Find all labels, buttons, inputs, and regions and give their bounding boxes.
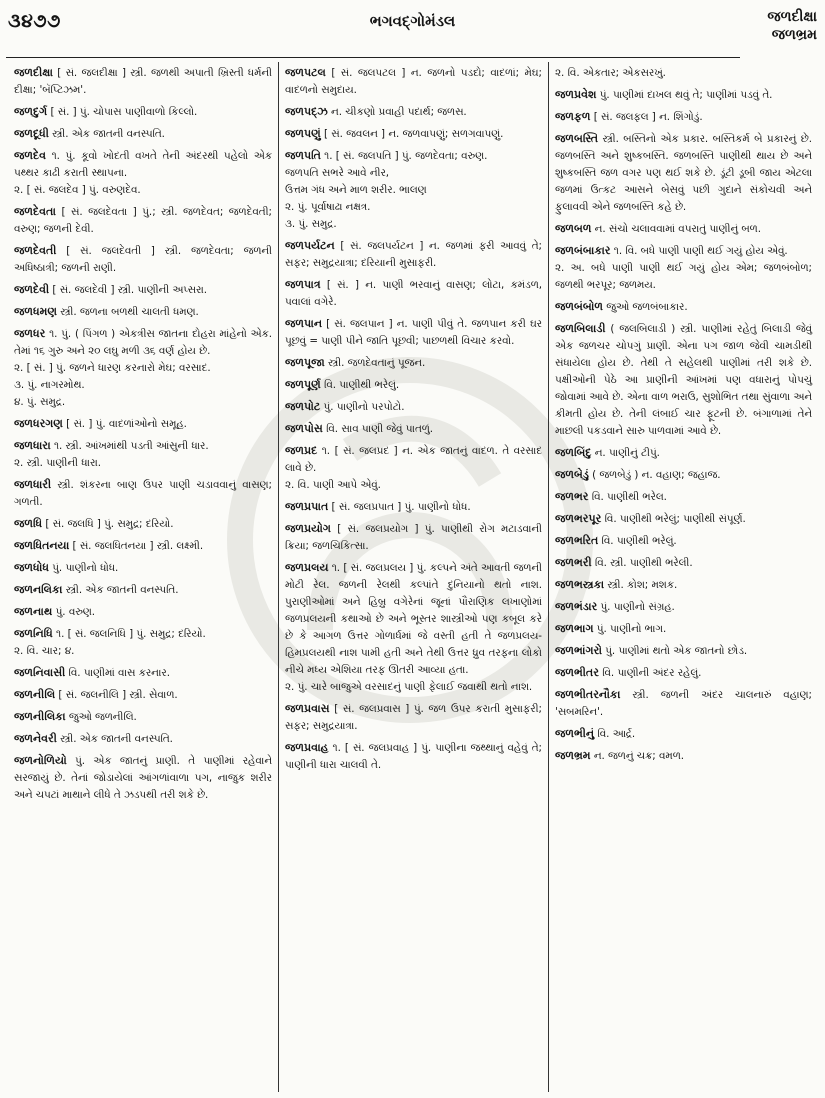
entry-headword: જળધારી xyxy=(14,478,52,491)
entry-definition: વિ. પાણીથી ભરેલ. xyxy=(588,491,667,503)
entry-definition: [ સં. જલપાન ] ન. પાણી પીવું તે. જળપાન કરી ઘર પૂછવું = પાણી પીને જાતિ પૂછવી; પાછળથી વિચાર કરવો. xyxy=(285,318,542,347)
entry-definition: પું. એક જાતનું પ્રાણી. તે પાણીમાં રહેવાને સરજાયું છે. તેનાં જોડાયેલાં આંગળાંવાળા પગ, નાજુક શરીર અને ચપટાં માથાને લીધે તે ઝડપથી તરી શકે છે. xyxy=(14,755,272,801)
entry-definition: [ સં. ] પું. ચોપાસ પાણીવાળો કિલ્લો. xyxy=(47,106,198,118)
entry-headword: જળબસ્તિ xyxy=(555,132,599,145)
entry-headword: જળદુર્ગ xyxy=(14,105,48,118)
dictionary-entry xyxy=(285,559,542,696)
dictionary-entry xyxy=(14,625,272,660)
dictionary-entry xyxy=(555,130,812,216)
dictionary-entry xyxy=(555,242,812,294)
entry-definition: ન. ચીકણો પ્રવાહી પદાર્થ; જળસ. xyxy=(327,106,467,118)
entry-definition: વિ. પાણીથી ભરેલું; પાણીથી સંપૂર્ણ. xyxy=(601,513,746,525)
dictionary-entry xyxy=(555,620,812,638)
dictionary-entry xyxy=(14,752,272,804)
dictionary-entry xyxy=(14,325,272,411)
column-2 xyxy=(278,62,548,1092)
entry-definition: વિ. પાણીની અંદર રહેલું. xyxy=(598,667,702,679)
entry-headword: જળભીતરનૌકા xyxy=(555,688,621,701)
entry-headword: જળભરી xyxy=(555,556,592,569)
entry-headword: જળપાત્ર xyxy=(285,278,321,291)
dictionary-entry xyxy=(555,108,812,126)
entry-headword: જળનેવરી xyxy=(14,732,57,745)
entry-definition: પું. પાણીનો ભાગ. xyxy=(593,623,667,635)
dictionary-entry xyxy=(555,598,812,616)
column-3 xyxy=(548,62,818,1092)
entry-definition: [ સં. જલપ્રયોગ ] પું. પાણીથી રોગ મટાડવાની ક્રિયા; જળચિકિત્સા. xyxy=(285,523,542,552)
dictionary-entry xyxy=(285,354,542,372)
dictionary-entry xyxy=(14,281,272,299)
dictionary-entry xyxy=(555,320,812,440)
entry-headword: જળફળ xyxy=(555,110,591,123)
entry-definition: સ્ત્રી. જળદેવતાનું પૂજન. xyxy=(324,357,426,369)
dictionary-columns xyxy=(8,62,820,1092)
entry-definition: [ સં. જલપ્રપાત ] પું. પાણીનો ધોધ. xyxy=(328,501,471,513)
page-number: ૩૪૭૭ xyxy=(8,10,61,32)
entry-definition: [ સં. જલધિતનયા ] સ્ત્રી. લક્ષ્મી. xyxy=(69,540,204,552)
entry-headword: જળપૂજા xyxy=(285,356,325,369)
dictionary-entry xyxy=(14,437,272,472)
entry-definition: વિ. પાણીથી ભરેલું. xyxy=(598,535,677,547)
entry-definition: સ્ત્રી. એક જાતની વનસ્પતિ. xyxy=(48,128,165,140)
entry-headword: જળભંડાર xyxy=(555,600,598,613)
dictionary-entry xyxy=(555,466,812,484)
entry-definition: [ સં. જલદીક્ષા ] સ્ત્રી. જળથી અપાતી ખ્રિસ્તી ધર્મની દીક્ષા; 'બૅપ્ટિઝમ'. xyxy=(14,67,272,96)
entry-headword: જળનીલિકા xyxy=(14,710,66,723)
entry-definition: [ સં. જલપર્યટન ] ન. જળમાં ફરી આવવું તે; સફર; સમુદ્રયાત્રા; દરિયાની મુસાફરી. xyxy=(285,240,542,269)
entry-definition: સ્ત્રી. એક જાતની વનસ્પતિ. xyxy=(62,584,179,596)
dictionary-entry xyxy=(555,664,812,682)
entry-definition: [ સં. જલપટલ ] ન. જળનો પડદો; વાદળાં; મેઘ; વાદળનો સમુદાય. xyxy=(285,67,542,96)
entry-headword: જળપતિ xyxy=(285,149,321,162)
dictionary-entry xyxy=(285,147,542,233)
entry-definition: ૧. [ સં. જલપ્રલય ] પું. કલ્પને અંતે આવતી જળની મોટી રેલ. જળની રેલથી કલ્પાંતે દુનિયાનો થતો નાશ. પુરાણીઓમાં અને હિબ્રુ વગેરેનાં જૂનાં પૌરાણિક લખાણોમાં જળપ્રલયની કથાઓ છે અને ભૂસ્તર શાસ્ત્રીઓ પણ કબૂલ કરે છે કે આગળ ઉત્તર ગોળાર્ધમાં જે વસ્તી હતી તે જળપ્રલય-હિમપ્રલયથી નાશ પામી હતી અને તેથી ઉત્તર ધ્રુવ તરફના લોકો નીચે મધ્ય એશિયા તરફ ઊતરી આવ્યા હતા. ૨. પું. ચારે બાજુએ વરસાદનું પાણી ફેલાઈ જવાથી થતો નાશ. xyxy=(285,562,542,693)
entry-headword: જળબિલાડી xyxy=(555,322,606,335)
entry-headword: જળપોટ xyxy=(285,400,321,413)
dictionary-entry xyxy=(555,220,812,238)
entry-headword: જળદેવતા xyxy=(14,205,56,218)
entry-headword: જળપ્રયોગ xyxy=(285,522,331,535)
entry-definition: જુઓ જળનીલિ. xyxy=(65,711,137,723)
entry-headword: જળનિધિ xyxy=(14,627,53,640)
entry-headword: જળપટલ xyxy=(285,66,326,79)
guide-words xyxy=(767,8,817,44)
entry-definition: ૧. [ સં. જલપ્રદ ] ન. એક જાતનું વાદળ. તે વરસાદ લાવે છે. ૨. વિ. પાણી આપે એવું. xyxy=(285,445,542,491)
entry-headword: જળનોળિયો xyxy=(14,754,67,767)
dictionary-entry xyxy=(285,237,542,272)
entry-headword: જળપ્રવેશ xyxy=(555,88,597,101)
entry-definition: પું. વરુણ. xyxy=(52,606,96,618)
entry-definition: ન. પાણીનું ટીપું. xyxy=(591,447,660,459)
entry-definition: સ્ત્રી. કોશ; મશક. xyxy=(604,579,678,591)
entry-headword: જળભર xyxy=(555,490,589,503)
dictionary-entry xyxy=(285,125,542,143)
entry-headword: જળબિંદુ xyxy=(555,446,592,459)
entry-headword: જળદૂધી xyxy=(14,127,49,140)
dictionary-entry xyxy=(14,581,272,599)
entry-definition: [ સં. જલદેવતા ] પું.; સ્ત્રી. જળદેવત; જળદેવતી; વરુણ; જળની દેવી. xyxy=(14,206,272,235)
entry-definition: પું. પાણીનો સંગ્રહ. xyxy=(597,601,675,613)
dictionary-entry xyxy=(14,686,272,704)
entry-headword: જળબંબોળ xyxy=(555,300,603,313)
entry-definition: સ્ત્રી. શંકરના બાણ ઉપર પાણી ચડાવવાનું વાસણ; ગળતી. xyxy=(14,479,272,508)
dictionary-entry xyxy=(14,303,272,321)
entry-headword: જળભીનું xyxy=(555,727,595,740)
entry-definition: ( જલબિલાડી ) સ્ત્રી. પાણીમાં રહેતું બિલાડી જેવું એક જળચર ચોપગું પ્રાણી. એના પગ જાળ જેવી ચામડીથી સંધાયેલા હોય છે. તેથી તે સહેલથી પાણીમાં તરી શકે છે. પક્ષીઓની પેઠે આ પ્રાણીની આંખમાં પણ વધારાનું પોપચું જોવામાં આવે છે. એના વાળ ભરાઉ, સુશોભિત તથા સુંવાળા અને કીમતી હોય છે. તેની લંબાઈ ચાર ફૂટની છે. બંગાળામાં તેને માછલી પકડવાને સારુ પાળવામાં આવે છે. xyxy=(555,323,812,437)
dictionary-entry xyxy=(555,686,812,721)
dictionary-entry xyxy=(555,747,812,765)
entry-headword: જળપોસ xyxy=(285,422,323,435)
entry-headword: જળદેવી xyxy=(14,283,50,296)
entry-headword: જળભ્રમ xyxy=(555,749,591,762)
entry-definition: [ સં. જલદેવી ] સ્ત્રી. પાણીની અપ્સરા. xyxy=(49,284,208,296)
entry-headword: જળપ્રપાત xyxy=(285,500,329,513)
dictionary-entry xyxy=(285,376,542,394)
entry-headword: જળપણું xyxy=(285,127,321,140)
entry-definition: સ્ત્રી. એક જાતની વનસ્પતિ. xyxy=(56,733,173,745)
entry-headword: જળપર્યટન xyxy=(285,239,335,252)
dictionary-entry xyxy=(555,642,812,660)
entry-definition: વિ. સ્ત્રી. પાણીથી ભરેલી. xyxy=(591,557,693,569)
entry-headword: જળભીતર xyxy=(555,666,599,679)
entry-headword: જળદેવ xyxy=(14,149,46,162)
entry-definition: વિ. આર્દ્ર. xyxy=(594,728,636,740)
dictionary-entry xyxy=(555,576,812,594)
dictionary-entry xyxy=(555,532,812,550)
dictionary-entry xyxy=(555,725,812,743)
entry-definition: સ્ત્રી. જળની અંદર ચાલનારું વહાણ; 'સબમરિન'. xyxy=(555,689,812,718)
dictionary-entry xyxy=(285,398,542,416)
entry-definition: [ સં. જલફલ ] ન. શિંગોડું. xyxy=(590,111,703,123)
entry-definition: વિ. સાવ પાણી જેવું પાતળું. xyxy=(322,423,434,435)
entry-definition: ૨. વિ. એકતાર; એકસરખું. xyxy=(555,67,666,79)
entry-headword: જળબેડું xyxy=(555,468,589,481)
entry-headword: જળભસ્ત્રકા xyxy=(555,578,605,591)
entry-headword: જળનાથ xyxy=(14,605,53,618)
entry-definition: વિ. પાણીમાં વાસ કરનાર. xyxy=(65,667,170,679)
entry-headword: જળપાન xyxy=(285,317,323,330)
dictionary-entry xyxy=(555,488,812,506)
entry-definition: ૧. સ્ત્રી. આંખમાંથી પડતી આંસુની ધાર. ૨. સ્ત્રી. પાણીની ધારા. xyxy=(14,440,209,469)
entry-definition: ન. સંચો ચલાવવામાં વપરાતું પાણીનું બળ. xyxy=(591,223,761,235)
entry-headword: જળધર xyxy=(14,327,46,340)
entry-headword: જળનિવાસી xyxy=(14,666,66,679)
dictionary-entry xyxy=(14,708,272,726)
dictionary-entry xyxy=(14,147,272,199)
dictionary-entry xyxy=(555,298,812,316)
entry-definition: ૧. [ સં. જલનિધિ ] પું. સમુદ્ર; દરિયો. ૨. વિ. ચાર; ૪. xyxy=(14,628,206,657)
page-header xyxy=(0,0,825,62)
entry-headword: જળપ્રવાસ xyxy=(285,702,330,715)
entry-headword: જળપ્રવાહ xyxy=(285,741,329,754)
entry-headword: જળપ્રદ xyxy=(285,444,318,457)
dictionary-entry xyxy=(285,520,542,555)
header-divider xyxy=(6,57,740,58)
entry-headword: જળધારા xyxy=(14,439,51,452)
entry-definition: [ સં. જલનીલિ ] સ્ત્રી. સેવાળ. xyxy=(55,689,178,701)
entry-definition: પું. પાણીનો ધોધ. xyxy=(48,562,119,574)
entry-definition: ૧. પું. ( પિંગળ ) એકત્રીસ જાતના દોહરા માંહેનો એક. તેમાં ૧૬ ગુરુ અને ૨૦ લઘુ મળી ૩૬ વર્ણ હોય છે. ૨. [ સં. ] પું. જળને ધારણ કરનારો મેઘ; વરસાદ. ૩. પું. નાગરમોથ. ૪. પું. સમુદ્ર. xyxy=(14,328,272,408)
entry-definition: [ સં. ] પું. વાદળાંઓનો સમૂહ. xyxy=(62,418,187,430)
entry-headword: જળભરપૂર xyxy=(555,512,602,525)
entry-definition: ( જળબેડું ) ન. વહાણ; જહાજ. xyxy=(588,469,721,481)
entry-headword: જળધિતનયા xyxy=(14,539,70,552)
column-1 xyxy=(8,62,278,1092)
dictionary-entry xyxy=(285,64,542,99)
book-title: ભગવદ્ગોમંડલ xyxy=(369,12,456,30)
dictionary-entry xyxy=(285,498,542,516)
dictionary-entry xyxy=(14,415,272,433)
dictionary-entry xyxy=(14,203,272,238)
entry-headword: જળભાંગરો xyxy=(555,644,602,657)
entry-headword: જળબળ xyxy=(555,222,592,235)
dictionary-entry xyxy=(285,315,542,350)
entry-headword: જળનીલિ xyxy=(14,688,56,701)
dictionary-entry xyxy=(14,664,272,682)
entry-headword: જળધિ xyxy=(14,517,43,530)
entry-definition: પું. પાણીમાં દાખલ થવું તે; પાણીમાં પડવું તે. xyxy=(596,89,773,101)
dictionary-entry xyxy=(285,420,542,438)
dictionary-entry xyxy=(285,103,542,121)
entry-definition: ૧. વિ. બધે પાણી પાણી થઈ ગયું હોય એવું. ૨. અ. બધે પાણી પાણી થઈ ગયું હોય એમ; જળબંબોળ; જળથી ભરપૂર; જળમય. xyxy=(555,245,812,291)
dictionary-entry xyxy=(555,554,812,572)
guide-word-first: જળદીક્ષા xyxy=(767,9,817,25)
dictionary-entry xyxy=(14,515,272,533)
entry-headword: જળધોધ xyxy=(14,561,49,574)
dictionary-entry xyxy=(285,700,542,735)
entry-definition: સ્ત્રી. બસ્તિનો એક પ્રકાર. બસ્તિકર્મ બે પ્રકારનું છે. જળબસ્તિ અને શુષ્કબસ્તિ. જળબસ્તિ પાણીથી થાય છે અને શુષ્કબસ્તિ જળ વગર પણ થઈ શકે છે. ડૂંટી ડૂબી જાય એટલા જળમાં ઉત્કટ આસને બેસવું પછી ગુદાને સંકોચવી અને ફુલાવવી એને જળબસ્તિ કહે છે. xyxy=(555,133,812,213)
entry-headword: જળભાગ xyxy=(555,622,594,635)
entry-headword: જળધમણ xyxy=(14,305,57,318)
entry-headword: જળદીક્ષા xyxy=(14,66,53,79)
entry-headword: જળપદ્ઝ xyxy=(285,105,328,118)
dictionary-entry xyxy=(285,276,542,311)
dictionary-entry xyxy=(285,739,542,774)
entry-definition: પું. પાણીમાં થતો એક જાતનો છોડ. xyxy=(601,645,748,657)
entry-definition: [ સં. જલધિ ] પું. સમુદ્ર; દરિયો. xyxy=(42,518,174,530)
entry-definition: [ સં. જવલન ] ન. જળવાપણું; સળગવાપણું. xyxy=(320,128,504,140)
entry-definition: ૧. [ સં. જલપ્રવાહ ] પું. પાણીના જથ્થાનું વહેવું તે; પાણીની ધારા ચાલવી તે. xyxy=(285,742,542,771)
dictionary-entry xyxy=(555,64,812,82)
dictionary-entry xyxy=(14,603,272,621)
entry-headword: જળનલિકા xyxy=(14,583,63,596)
entry-headword: જળપ્રલય xyxy=(285,561,329,574)
dictionary-entry xyxy=(14,559,272,577)
entry-definition: ૧. પું. કૂવો ખોદતી વખતે તેની અંદરથી પહેલો એક પથ્થર કાઢી કરાતી સ્થાપના. ૨. [ સં. જલદેવ ] પું. વરુણદેવ. xyxy=(14,150,272,196)
entry-definition: [ સં. જલપ્રવાસ ] પું. જળ ઉપર કરાતી મુસાફરી; સફર; સમુદ્રયાત્રા. xyxy=(285,703,542,732)
dictionary-entry xyxy=(14,64,272,99)
entry-headword: જળધરગણ xyxy=(14,417,63,430)
dictionary-entry xyxy=(14,537,272,555)
entry-definition: સ્ત્રી. જળના બળથી ચાલતી ધમણ. xyxy=(56,306,199,318)
dictionary-entry xyxy=(285,442,542,494)
guide-word-last: જળભ્રમ xyxy=(771,27,817,43)
dictionary-entry xyxy=(555,444,812,462)
entry-definition: ૧. [ સં. જલપતિ ] પું. જળદેવતા; વરુણ. જળપતિ સભરે આવે નીર, ઉત્તમ ગંધ અને માળ શરીર. ભાલણ ૨. પું. પૂર્વાષાઢા નક્ષત્ર. ૩. પું. સમુદ્ર. xyxy=(285,150,488,230)
entry-headword: જળભરિત xyxy=(555,534,599,547)
entry-definition: [ સં. ] ન. પાણી ભરવાનું વાસણ; લોટા, કમંડળ, પવાલાં વગેરે. xyxy=(285,279,542,308)
dictionary-entry xyxy=(14,242,272,277)
entry-definition: [ સં. જલદેવતી ] સ્ત્રી. જળદેવતા; જળની અધિષ્ઠાત્રી; જળની રાણી. xyxy=(14,245,272,274)
dictionary-entry xyxy=(14,103,272,121)
entry-definition: ન. જળનું ચક્ર; વમળ. xyxy=(590,750,685,762)
dictionary-entry xyxy=(14,125,272,143)
entry-headword: જળદેવતી xyxy=(14,244,57,257)
dictionary-entry xyxy=(555,510,812,528)
entry-definition: વિ. પાણીથી ભરેલું. xyxy=(320,379,400,391)
entry-headword: જળબંબાકાર xyxy=(555,244,611,257)
entry-definition: પું. પાણીનો પરપોટો. xyxy=(320,401,405,413)
dictionary-entry xyxy=(555,86,812,104)
dictionary-entry xyxy=(14,476,272,511)
dictionary-entry xyxy=(14,730,272,748)
entry-headword: જળપૂર્ણ xyxy=(285,378,321,391)
entry-definition: જુઓ જળબંબાકાર. xyxy=(602,301,688,313)
